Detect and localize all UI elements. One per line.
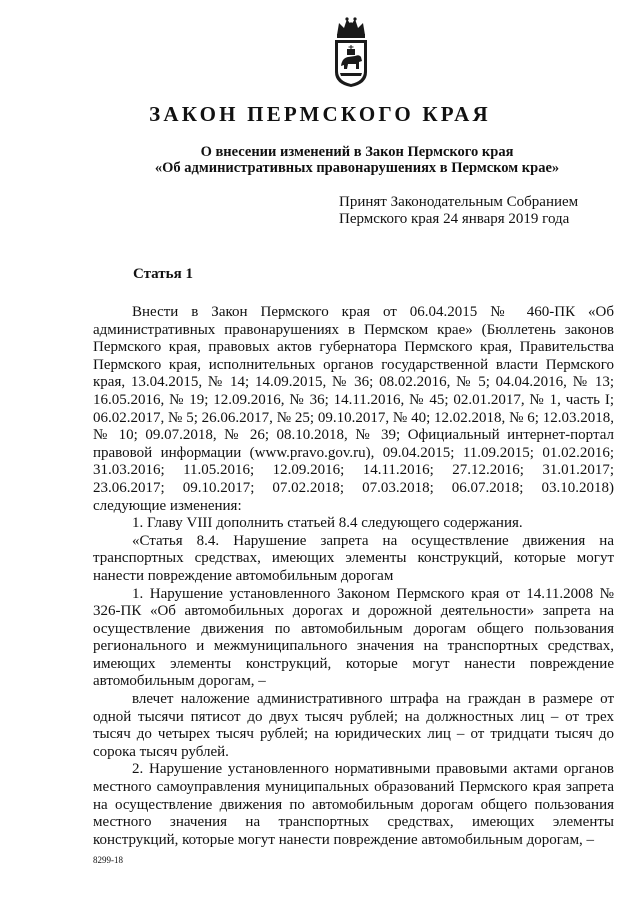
article-heading: Статья 1	[133, 266, 193, 282]
law-subtitle	[0, 144, 640, 176]
paragraph: 2. Нарушение установленного нормативными правовыми актами органов местного самоуправления муниципальных образований Пермского края запрета на осуществление движения по автомобильным дорогам общего пользования местного значения на транспортных средствах, имеющих элементы конструкций, которые могут нанести повреждение автомобильным дорогам, –	[93, 761, 614, 848]
subtitle-line: О внесении изменений в Закон Пермского края	[200, 144, 514, 160]
adoption-note	[339, 194, 578, 228]
law-title: ЗАКОН ПЕРМСКОГО КРАЯ	[149, 102, 491, 126]
article-body	[93, 304, 614, 849]
adoption-line: Принят Законодательным Собранием	[339, 194, 579, 210]
paragraph: Внести в Закон Пермского края от 06.04.2015 № 460-ПК «Об административных правонарушениях в Пермском крае» (Бюллетень законов Пермского края, правовых актов губернатора Пермского края, Правительства Пермского края, исполнительных органов государственной власти Пермского края, 13.04.2015, № 14; 14.09.2015, № 36; 08.02.2016, № 5; 04.04.2016, № 13; 16.05.2016, № 19; 12.09.2016, № 36; 14.11.2016, № 45; 02.01.2017, № 1, часть I; 06.02.2017, № 5; 26.06.2017, № 25; 09.10.2017, № 40; 12.02.2018, № 6; 12.03.2018, № 10; 09.07.2018, № 26; 08.10.2018, № 39; Официальный интернет-портал правовой информации (www.pravo.gov.ru), 09.04.2015; 11.09.2015; 01.02.2016; 31.03.2016; 11.05.2016; 12.09.2016; 14.11.2016; 27.12.2016; 31.01.2017; 23.06.2017; 09.10.2017; 07.02.2018; 07.03.2018; 06.07.2018; 03.10.2018) следующие изменения:	[93, 304, 614, 514]
paragraph: «Статья 8.4. Нарушение запрета на осуществление движения на транспортных средствах, имеющих элементы конструкций, которые могут нанести повреждение автомобильным дорогам	[93, 532, 614, 584]
document-code: 8299-18	[93, 855, 123, 865]
paragraph: 1. Главу VIII дополнить статьей 8.4 следующего содержания.	[132, 515, 523, 532]
perm-krai-coat-of-arms-icon	[328, 16, 374, 88]
adoption-line: Пермского края 24 января 2019 года	[339, 211, 570, 227]
subtitle-line: «Об административных правонарушениях в Пермском крае»	[154, 160, 560, 176]
paragraph: 1. Нарушение установленного Законом Пермского края от 14.11.2008 № 326-ПК «Об автомобильных дорогах и дорожной деятельности» запрета на осуществление движения по автомобильным дорогам общего пользования регионального и межмуниципального значения на транспортных средствах, имеющих элементы конструкций, которые могут нанести повреждение автомобильным дорогам, –	[93, 585, 614, 690]
paragraph: влечет наложение административного штрафа на граждан в размере от одной тысячи пятисот до двух тысяч рублей; на должностных лиц – от трех тысяч до четырех тысяч рублей; на юридических лиц – от тридцати тысяч до сорока тысяч рублей.	[93, 691, 614, 760]
